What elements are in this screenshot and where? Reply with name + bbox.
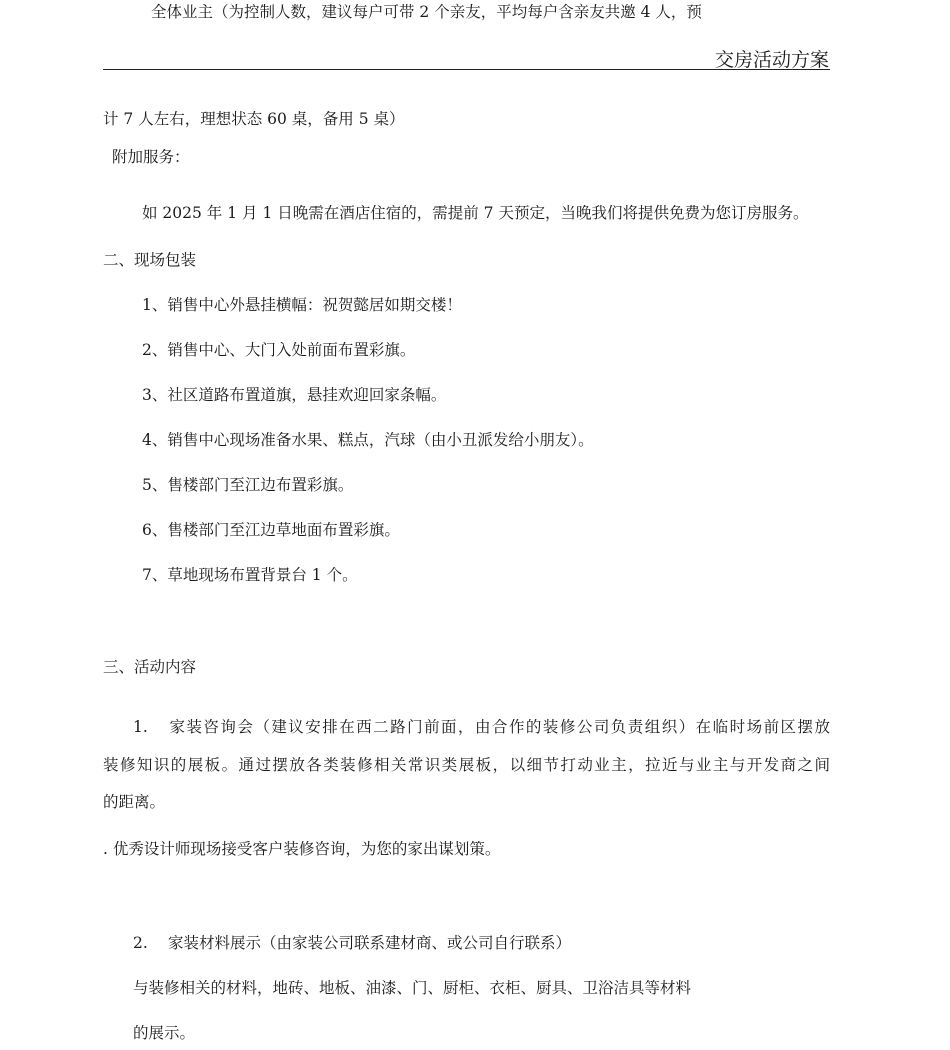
- list-item: 7、草地现场布置背景台 1 个。: [142, 566, 358, 584]
- item-2-title-line: [133, 933, 571, 953]
- list-item: 5、售楼部门至江边布置彩旗。: [142, 476, 354, 494]
- item-1-text: 家装咨询会（建议安排在西二路门前面，由合作的装修公司负责组织）在临时场前区摆放: [168, 718, 830, 736]
- item-2-number: 2.: [133, 934, 148, 952]
- intro-line-1: 全体业主（为控制人数，建议每户可带 2 个亲友，平均每户含亲友共邀 4 人，预: [151, 3, 702, 21]
- list-item: 1、销售中心外悬挂横幅：祝贺懿居如期交楼！: [142, 296, 462, 314]
- item-1-line-2: 装修知识的展板。通过摆放各类装修相关常识类展板，以细节打动业主，拉近与业主与开发商之间: [103, 756, 830, 774]
- list-item: 3、社区道路布置道旗，悬挂欢迎回家条幅。: [142, 386, 447, 404]
- section-2-heading: 二、现场包装: [103, 251, 197, 269]
- item-2-line-2: 的展示。: [133, 1024, 196, 1042]
- item-1-line-1: [103, 717, 830, 737]
- section-3-heading: 三、活动内容: [103, 658, 197, 676]
- list-item: 2、销售中心、大门入处前面布置彩旗。: [142, 341, 416, 359]
- page-header-title: 交房活动方案: [714, 49, 829, 71]
- item-2-title: 家装材料展示（由家装公司联系建材商、或公司自行联系）: [168, 934, 572, 952]
- item-1-line-3: 的距离。: [103, 793, 166, 811]
- header-divider: [103, 69, 830, 70]
- list-item: 4、销售中心现场准备水果、糕点，汽球（由小丑派发给小朋友）。: [142, 431, 594, 449]
- item-1-number: 1.: [133, 718, 148, 736]
- item-2-line-1: 与装修相关的材料，地砖、地板、油漆、门、厨柜、衣柜、厨具、卫浴洁具等材料: [133, 979, 692, 997]
- list-item: 6、售楼部门至江边草地面布置彩旗。: [142, 521, 400, 539]
- extra-service-text: 如 2025 年 1 月 1 日晚需在酒店住宿的，需提前 7 天预定，当晚我们将提供免费为您订房服务。: [142, 204, 809, 222]
- item-1-note: . 优秀设计师现场接受客户装修咨询，为您的家出谋划策。: [103, 840, 501, 858]
- intro-line-2: 计 7 人左右，理想状态 60 桌，备用 5 桌）: [103, 110, 405, 128]
- extra-service-heading: 附加服务：: [112, 148, 190, 166]
